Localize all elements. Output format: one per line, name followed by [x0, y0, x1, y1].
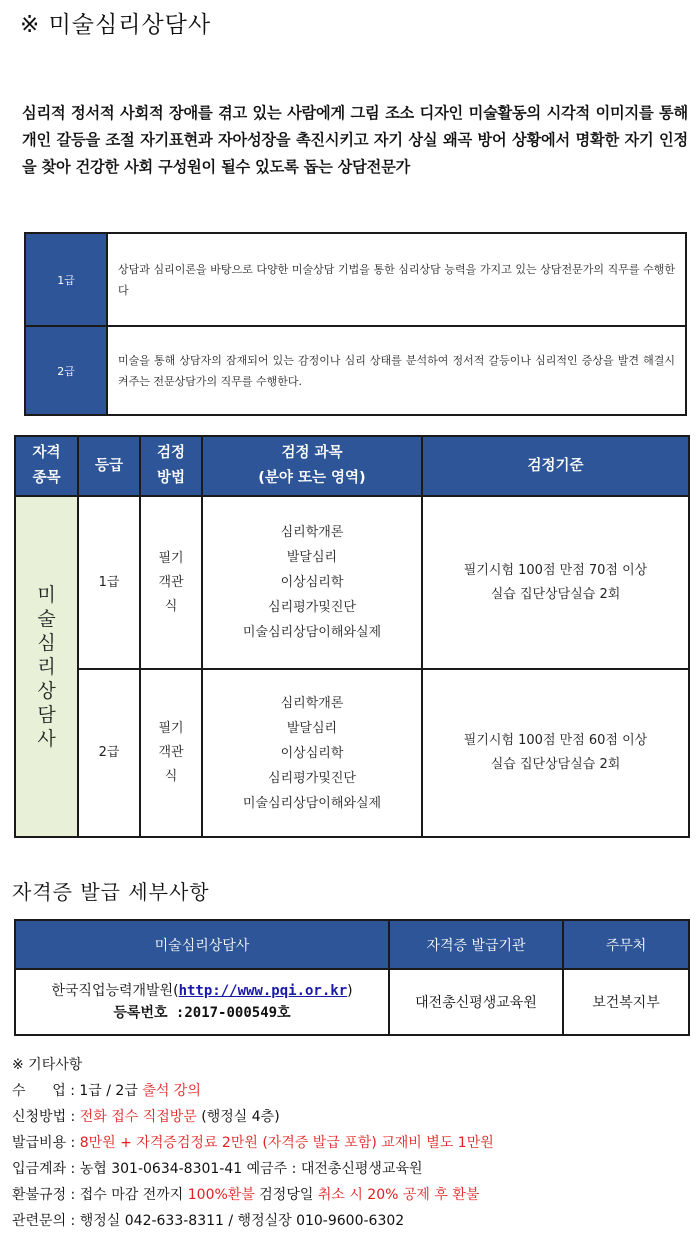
etc-item-label: 관련문의 [12, 1213, 67, 1229]
etc-section [12, 1052, 494, 1234]
header-criteria: 검정기준 [422, 436, 689, 496]
row-grade: 1급 [78, 496, 140, 669]
authority-name: 보건복지부 [563, 969, 689, 1035]
etc-item-text: : [66, 1135, 80, 1151]
etc-item-text: 검정당일 [254, 1187, 318, 1203]
header-row [15, 920, 689, 969]
etc-item [12, 1104, 494, 1130]
etc-item-text: 100%환불 [187, 1187, 255, 1203]
etc-item [12, 1208, 494, 1234]
row-method: 필기 객관 식 [140, 496, 202, 669]
table-row [15, 496, 689, 669]
etc-item [12, 1078, 494, 1104]
header-subjects: 검정 과목 (분야 또는 영역) [202, 436, 422, 496]
grade-description: 미술을 통해 상담자의 잠재되어 있는 감정이나 심리 상태를 분석하여 정서적 갈등이나 심리적인 증상을 발견 해결시켜주는 전문상담가의 직무를 수행한다. [107, 326, 686, 415]
grade-row [25, 233, 686, 326]
etc-item-text: 8만원 + 자격증검정료 2만원 (자격증 발급 포함) 교재비 별도 1만원 [79, 1135, 494, 1151]
row-criteria: 필기시험 100점 만점 70점 이상 실습 집단상담실습 2회 [422, 496, 689, 669]
etc-item-text: : 1급 / 2급 [65, 1083, 143, 1099]
etc-item-text: : 행정실 042-633-8311 / 행정실장 010-9600-6302 [66, 1213, 405, 1229]
etc-item-label: 환불규정 [12, 1187, 67, 1203]
etc-item-label: 입금계좌 [12, 1161, 67, 1177]
issue-details-table [14, 919, 690, 1036]
qualification-name: 미 술 심 리 상 담 사 [15, 496, 78, 837]
etc-item-text: : [66, 1109, 80, 1125]
row-subjects: 심리학개론 발달심리 이상심리학 심리평가및진단 미술심리상담이해와실제 [202, 496, 422, 669]
row-method: 필기 객관 식 [140, 669, 202, 837]
etc-item-text: 전화 접수 직접방문 [79, 1109, 197, 1125]
table-row [15, 969, 689, 1035]
etc-item-label: 발급비용 [12, 1135, 67, 1151]
etc-item-text: (행정실 4층) [196, 1109, 280, 1125]
header-qualification: 미술심리상담사 [15, 920, 389, 969]
row-grade: 2급 [78, 669, 140, 837]
header-issuer: 자격증 발급기관 [389, 920, 563, 969]
header-authority: 주무처 [563, 920, 689, 969]
header-qual-type: 자격 종목 [15, 436, 78, 496]
etc-heading: ※ 기타사항 [12, 1057, 83, 1073]
grade-description: 상담과 심리이론을 바탕으로 다양한 미술상담 기법을 통한 심리상담 능력을 가지고 있는 상담전문가의 직무를 수행한다 [107, 233, 686, 326]
etc-item [12, 1156, 494, 1182]
etc-item [12, 1182, 494, 1208]
etc-item-text: : 농협 301-0634-8301-41 예금주 : 대전총신평생교육원 [66, 1161, 423, 1177]
registering-org-close: ) [347, 983, 353, 999]
etc-item [12, 1130, 494, 1156]
registration-number: 등록번호 :2017-000549호 [113, 1005, 291, 1021]
grade-label: 1급 [25, 233, 107, 326]
issuer-name: 대전총신평생교육원 [389, 969, 563, 1035]
page-title: ※ 미술심리상담사 [20, 12, 212, 38]
org-website-link[interactable]: http://www.pqi.or.kr [178, 983, 348, 999]
intro-paragraph: 심리적 정서적 사회적 장애를 겪고 있는 사람에게 그림 조소 디자인 미술활동의 시각적 이미지를 통해 개인 갈등을 조절 자기표현과 자아성장을 촉진시키고 자기 상실 왜곡 방어 상황에서 명확한 자기 인정을 찾아 건강한 사회 구성원이 될수 있도록 돕는 상담전문가 [22, 104, 688, 176]
registration-cell [15, 969, 389, 1035]
etc-item-text: 취소 시 20% 공제 후 환불 [317, 1187, 480, 1203]
row-subjects: 심리학개론 발달심리 이상심리학 심리평가및진단 미술심리상담이해와실제 [202, 669, 422, 837]
header-method: 검정 방법 [140, 436, 202, 496]
grade-row [25, 326, 686, 415]
issue-section-heading: 자격증 발급 세부사항 [12, 880, 210, 904]
registering-org: 한국직업능력개발원( [51, 983, 179, 999]
row-criteria: 필기시험 100점 만점 60점 이상 실습 집단상담실습 2회 [422, 669, 689, 837]
table-row [15, 669, 689, 837]
grade-label: 2급 [25, 326, 107, 415]
header-grade: 등급 [78, 436, 140, 496]
grade-description-table [24, 232, 687, 416]
etc-item-label: 수 업 [12, 1083, 66, 1099]
etc-item-label: 신청방법 [12, 1109, 67, 1125]
header-row [15, 436, 689, 496]
exam-info-table [14, 435, 690, 838]
etc-item-text: : 접수 마감 전까지 [66, 1187, 188, 1203]
etc-list [12, 1078, 494, 1234]
etc-item-text: 출석 강의 [142, 1083, 201, 1099]
